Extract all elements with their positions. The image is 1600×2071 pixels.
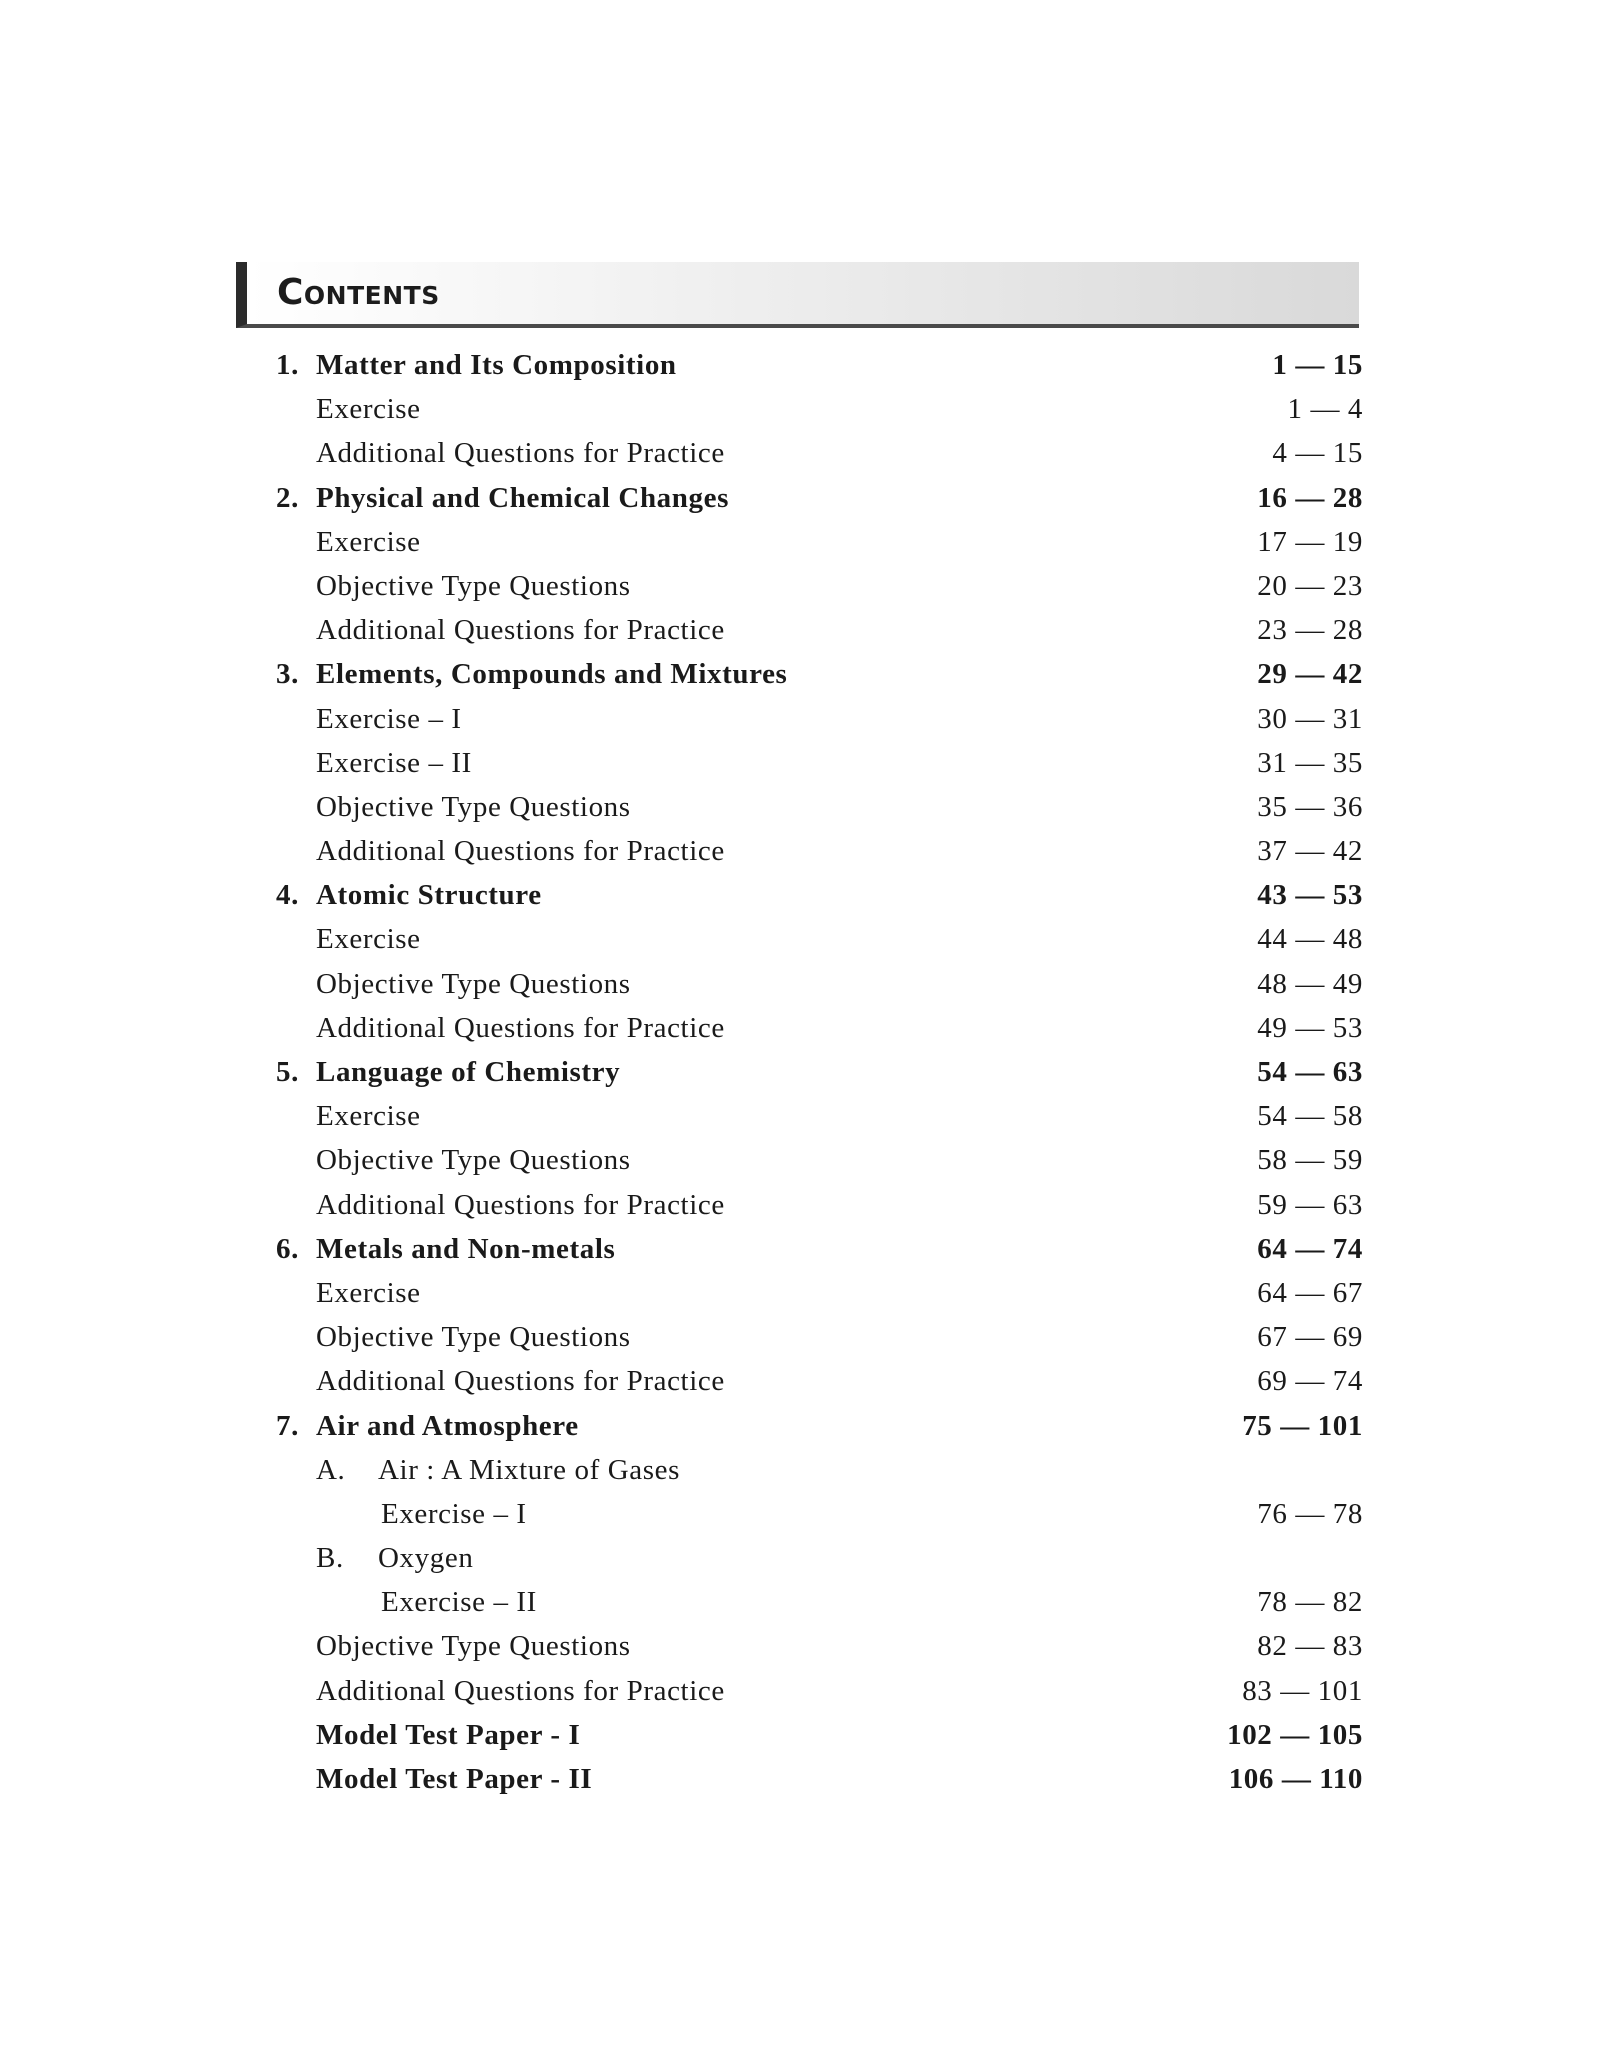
toc-label: Exercise – I: [316, 702, 462, 735]
toc-chapter-row[interactable]: [270, 1404, 1363, 1448]
toc-item-row[interactable]: [270, 520, 1363, 564]
page-range: 1 — 15: [1272, 349, 1363, 381]
toc-label: Additional Questions for Practice: [316, 437, 725, 470]
toc-label: Air and Atmosphere: [316, 1409, 579, 1442]
toc-label: Exercise: [316, 1276, 421, 1309]
toc-label: Exercise: [316, 923, 421, 956]
toc-label: Objective Type Questions: [316, 1321, 631, 1354]
toc-item-row[interactable]: [270, 741, 1363, 785]
section-letter: A.: [316, 1453, 346, 1486]
toc-label: Objective Type Questions: [316, 790, 631, 823]
page-range: 59 — 63: [1257, 1188, 1363, 1221]
toc-item-row[interactable]: [270, 785, 1363, 829]
toc-label: Additional Questions for Practice: [316, 1011, 725, 1044]
page-range: 1 — 4: [1287, 393, 1363, 426]
toc-section-row[interactable]: [270, 1536, 1363, 1580]
toc-item-row[interactable]: [270, 829, 1363, 873]
page-range: 49 — 53: [1257, 1011, 1363, 1044]
toc-label: Objective Type Questions: [316, 569, 631, 602]
chapter-number: 2.: [276, 481, 299, 514]
page-range: 58 — 59: [1257, 1144, 1363, 1177]
toc-chapter-row[interactable]: [270, 343, 1363, 387]
toc-label: Matter and Its Composition: [316, 349, 677, 381]
page-range: 102 — 105: [1227, 1718, 1363, 1751]
toc-label: Additional Questions for Practice: [316, 1674, 725, 1707]
chapter-number: 5.: [276, 1056, 299, 1088]
page-range: 54 — 58: [1257, 1100, 1363, 1133]
toc-label: Model Test Paper - I: [316, 1718, 581, 1751]
page-range: 54 — 63: [1257, 1056, 1363, 1088]
page-range: 48 — 49: [1257, 967, 1363, 1000]
toc-model-paper-row[interactable]: [270, 1713, 1363, 1757]
page-range: 30 — 31: [1257, 702, 1363, 735]
toc-item-row[interactable]: [270, 697, 1363, 741]
chapter-number: 4.: [276, 879, 299, 912]
toc-label: Elements, Compounds and Mixtures: [316, 658, 788, 691]
page-range: 64 — 74: [1257, 1232, 1363, 1265]
toc-label: Objective Type Questions: [316, 1144, 631, 1177]
chapter-number: 3.: [276, 658, 299, 691]
toc-item-row[interactable]: [270, 431, 1363, 475]
toc-label: Model Test Paper - II: [316, 1763, 593, 1795]
toc-label: Additional Questions for Practice: [316, 1188, 725, 1221]
table-of-contents: [270, 343, 1363, 1801]
page-range: 37 — 42: [1257, 835, 1363, 868]
toc-item-row[interactable]: [270, 1359, 1363, 1403]
toc-section-row[interactable]: [270, 1448, 1363, 1492]
toc-chapter-row[interactable]: [270, 476, 1363, 520]
page-range: 78 — 82: [1257, 1586, 1363, 1619]
page-range: 43 — 53: [1257, 879, 1363, 912]
page-range: 69 — 74: [1257, 1365, 1363, 1398]
toc-label: Exercise: [316, 1100, 421, 1133]
toc-item-row[interactable]: [270, 1669, 1363, 1713]
toc-label: Atomic Structure: [316, 879, 542, 912]
page-range: 75 — 101: [1242, 1409, 1363, 1442]
toc-label: Additional Questions for Practice: [316, 614, 725, 647]
toc-item-row[interactable]: [270, 1094, 1363, 1138]
toc-label: Oxygen: [378, 1542, 474, 1575]
toc-label: Exercise: [316, 393, 421, 426]
page-range: 82 — 83: [1257, 1630, 1363, 1663]
page-range: 35 — 36: [1257, 790, 1363, 823]
toc-item-row[interactable]: [270, 1183, 1363, 1227]
toc-label: Physical and Chemical Changes: [316, 481, 729, 514]
chapter-number: 6.: [276, 1232, 299, 1265]
toc-label: Metals and Non-metals: [316, 1232, 616, 1265]
toc-label: Exercise: [316, 525, 421, 558]
toc-item-row[interactable]: [270, 1271, 1363, 1315]
page-title: Contents: [277, 272, 440, 313]
toc-item-row[interactable]: [270, 1624, 1363, 1668]
toc-label: Exercise – I: [381, 1497, 527, 1530]
toc-item-row[interactable]: [270, 1492, 1363, 1536]
page-range: 4 — 15: [1272, 437, 1363, 470]
toc-item-row[interactable]: [270, 917, 1363, 961]
toc-label: Air : A Mixture of Gases: [378, 1453, 680, 1486]
page-range: 20 — 23: [1257, 569, 1363, 602]
toc-chapter-row[interactable]: [270, 652, 1363, 696]
toc-model-paper-row[interactable]: [270, 1757, 1363, 1801]
toc-item-row[interactable]: [270, 962, 1363, 1006]
section-letter: B.: [316, 1542, 344, 1575]
toc-label: Exercise – II: [316, 746, 472, 779]
toc-label: Objective Type Questions: [316, 1630, 631, 1663]
toc-item-row[interactable]: [270, 564, 1363, 608]
toc-label: Exercise – II: [381, 1586, 537, 1619]
toc-item-row[interactable]: [270, 387, 1363, 431]
page-range: 83 — 101: [1242, 1674, 1363, 1707]
toc-item-row[interactable]: [270, 1315, 1363, 1359]
page-range: 23 — 28: [1257, 614, 1363, 647]
page-range: 31 — 35: [1257, 746, 1363, 779]
toc-item-row[interactable]: [270, 608, 1363, 652]
page-range: 17 — 19: [1257, 525, 1363, 558]
chapter-number: 1.: [276, 349, 299, 381]
chapter-number: 7.: [276, 1409, 299, 1442]
page-range: 29 — 42: [1257, 658, 1363, 691]
toc-chapter-row[interactable]: [270, 873, 1363, 917]
toc-item-row[interactable]: [270, 1580, 1363, 1624]
page-range: 64 — 67: [1257, 1276, 1363, 1309]
page-range: 16 — 28: [1257, 481, 1363, 514]
toc-chapter-row[interactable]: [270, 1227, 1363, 1271]
toc-label: Objective Type Questions: [316, 967, 631, 1000]
page-range: 44 — 48: [1257, 923, 1363, 956]
page-range: 106 — 110: [1228, 1763, 1363, 1795]
page-range: 76 — 78: [1257, 1497, 1363, 1530]
toc-item-row[interactable]: [270, 1138, 1363, 1182]
toc-label: Additional Questions for Practice: [316, 835, 725, 868]
page-range: 67 — 69: [1257, 1321, 1363, 1354]
toc-label: Additional Questions for Practice: [316, 1365, 725, 1398]
contents-header: [236, 262, 1359, 328]
toc-chapter-row[interactable]: [270, 1050, 1363, 1094]
toc-item-row[interactable]: [270, 1006, 1363, 1050]
toc-label: Language of Chemistry: [316, 1056, 621, 1088]
